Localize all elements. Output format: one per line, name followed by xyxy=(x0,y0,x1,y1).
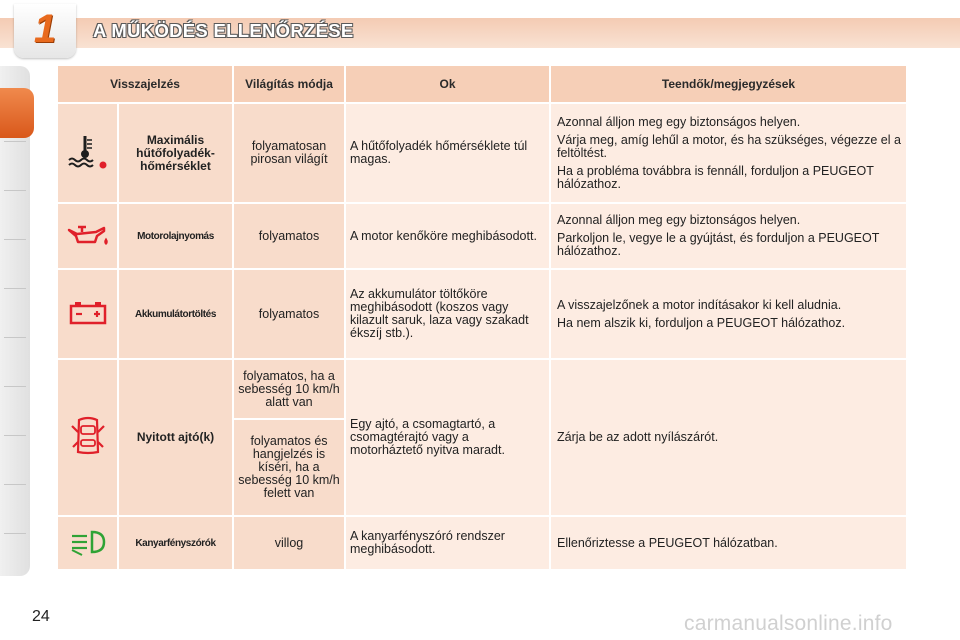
cause-text: Egy ajtó, a csomagtartó, a csomagtérajtó vagy a motorháztető nyitva maradt. xyxy=(346,360,549,515)
lighting-mode: villog xyxy=(234,517,344,569)
action-paragraph: A visszajelzőnek a motor indításakor ki kell aludnia. xyxy=(557,297,842,312)
indicator-name: Nyitott ajtó(k) xyxy=(119,360,232,515)
thumb-index-active-chapter xyxy=(0,88,34,138)
page-header xyxy=(0,0,960,60)
icon-cell xyxy=(58,204,117,268)
action-paragraph: Várja meg, amíg lehűl a motor, és ha szükséges, végezze el a feltöltést. xyxy=(557,132,901,160)
column-header-indicator: Visszajelzés xyxy=(58,66,232,102)
action-text: Ellenőriztesse a PEUGEOT hálózatban. xyxy=(551,517,906,569)
chapter-tab xyxy=(14,4,76,58)
cause-text: A motor kenőköre meghibásodott. xyxy=(346,204,549,268)
action-paragraph: Parkoljon le, vegye le a gyújtást, és forduljon a PEUGEOT hálózathoz. xyxy=(557,231,880,258)
action-paragraph: Azonnal álljon meg egy biztonságos helyen. xyxy=(557,114,801,129)
watermark: carmanualsonline.info xyxy=(684,612,893,635)
action-paragraph: Ha nem alszik ki, forduljon a PEUGEOT hálózathoz. xyxy=(557,315,846,330)
action-paragraph: Azonnal álljon meg egy biztonságos helyen. xyxy=(557,213,801,227)
lighting-mode: folyamatosan pirosan világít xyxy=(234,104,344,202)
cause-text: A hűtőfolyadék hőmérséklete túl magas. xyxy=(346,104,549,202)
lighting-mode: folyamatos xyxy=(234,204,344,268)
icon-cell xyxy=(58,517,117,569)
action-text: Zárja be az adott nyílászárót. xyxy=(551,360,906,515)
column-header-cause: Ok xyxy=(346,66,549,102)
table-row xyxy=(58,204,906,268)
thumb-index xyxy=(0,66,30,576)
icon-cell xyxy=(58,104,117,202)
action-text xyxy=(551,204,906,268)
indicator-name: Motorolajnyomás xyxy=(119,204,232,268)
table-row xyxy=(58,360,906,418)
icon-cell xyxy=(58,270,117,358)
icon-cell xyxy=(58,360,117,515)
page-title: A MŰKÖDÉS ELLENŐRZÉSE xyxy=(93,20,354,41)
oil-pressure-icon xyxy=(66,222,110,251)
column-header-lighting-mode: Világítás módja xyxy=(234,66,344,102)
coolant-temperature-icon xyxy=(67,132,109,175)
warning-lights-table xyxy=(56,64,904,571)
column-header-action: Teendők/megjegyzések xyxy=(551,66,906,102)
chapter-number: 1 xyxy=(33,7,57,51)
door-open-icon xyxy=(70,416,106,459)
lighting-mode: folyamatos és hangjelzés is kíséri, ha a sebesség 10 km/h felett van xyxy=(234,420,344,515)
action-text xyxy=(551,270,906,358)
table-header-row xyxy=(58,66,906,102)
page-number: 24 xyxy=(32,608,50,625)
action-paragraph: Ha a probléma továbbra is fennáll, forduljon a PEUGEOT hálózathoz. xyxy=(557,163,874,191)
table-row xyxy=(58,270,906,358)
action-text xyxy=(551,104,906,202)
lighting-mode: folyamatos, ha a sebesség 10 km/h alatt van xyxy=(234,360,344,418)
indicator-name: Maximális hűtőfolyadék-hőmérséklet xyxy=(119,104,232,202)
cause-text: A kanyarfényszóró rendszer meghibásodott. xyxy=(346,517,549,569)
lighting-mode: folyamatos xyxy=(234,270,344,358)
battery-charge-icon xyxy=(68,300,108,329)
table-row xyxy=(58,104,906,202)
indicator-name: Akkumulátortöltés xyxy=(119,270,232,358)
indicator-name: Kanyarfényszórók xyxy=(119,517,232,569)
cornering-light-icon xyxy=(68,528,108,559)
table-row xyxy=(58,517,906,569)
cause-text: Az akkumulátor töltőköre meghibásodott (koszos vagy kilazult saruk, laza vagy szakadt ékszíj stb.). xyxy=(346,270,549,358)
